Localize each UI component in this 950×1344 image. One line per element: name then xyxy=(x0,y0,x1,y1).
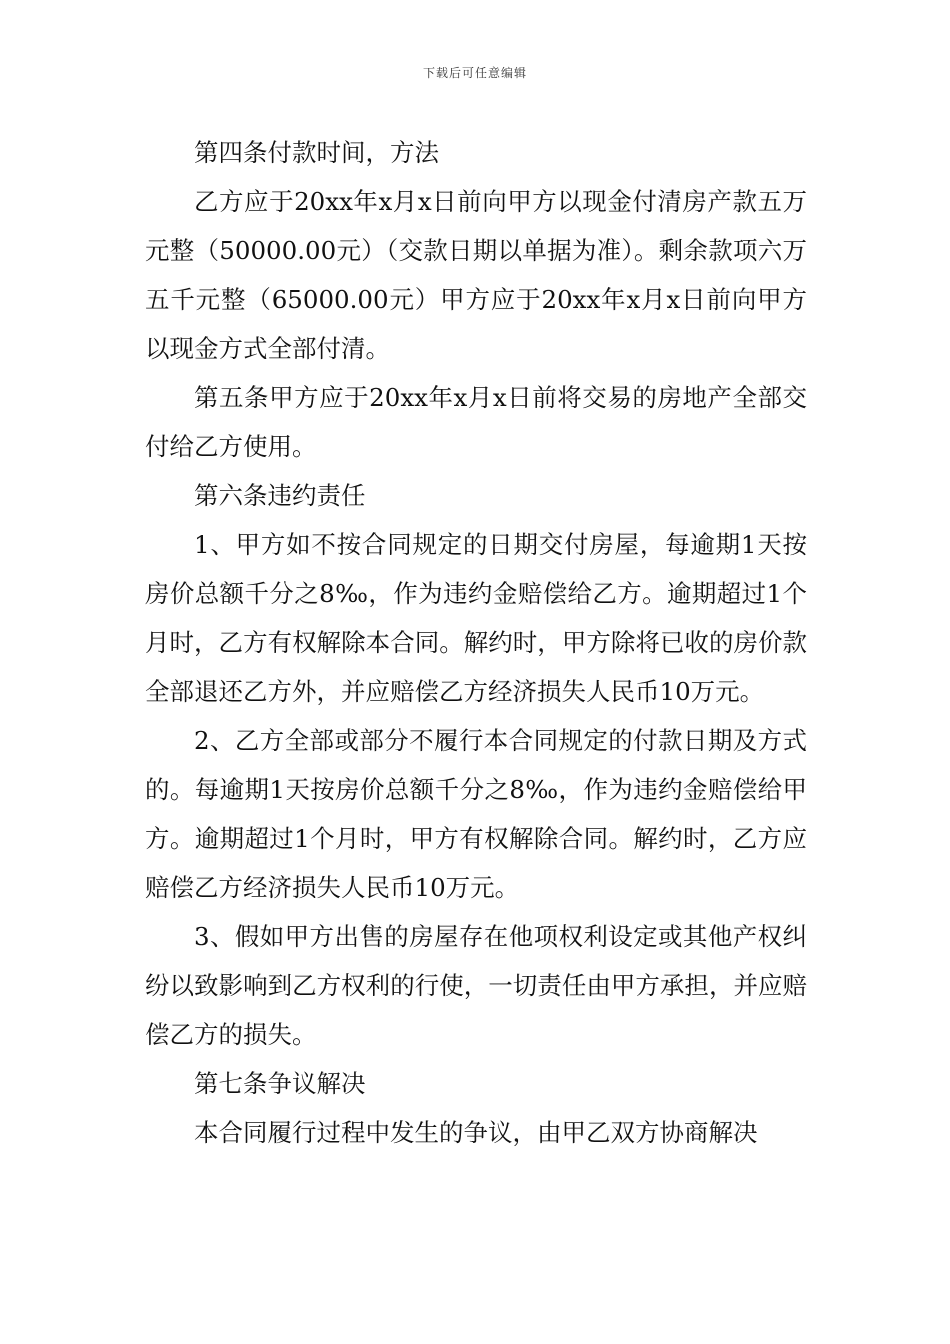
document-body xyxy=(145,128,807,1157)
clause-4-payment-text: 乙方应于20xx年x月x日前向甲方以现金付清房产款五万元整（50000.00元）（交款日期以单据为准）。剩余款项六万五千元整（65000.00元）甲方应于20xx年x月x日前向甲方以现金方式全部付清。 xyxy=(145,187,807,363)
page-header: 下载后可任意编辑 xyxy=(422,66,527,80)
clause-6-item-2: 2、乙方全部或部分不履行本合同规定的付款日期及方式的。每逾期1天按房价总额千分之8‰，作为违约金赔偿给甲方。逾期超过1个月时，甲方有权解除合同。解约时，乙方应赔偿乙方经济损失人民币10万元。 xyxy=(145,726,807,902)
clause-6-title: 第六条违约责任 xyxy=(194,481,366,510)
clause-5-delivery-text: 第五条甲方应于20xx年x月x日前将交易的房地产全部交付给乙方使用。 xyxy=(145,383,807,461)
clause-6-item-1: 1、甲方如不按合同规定的日期交付房屋，每逾期1天按房价总额千分之8‰，作为违约金赔偿给乙方。逾期超过1个月时，乙方有权解除本合同。解约时，甲方除将已收的房价款全部退还乙方外，并应赔偿乙方经济损失人民币10万元。 xyxy=(145,530,807,706)
clause-4-title: 第四条付款时间，方法 xyxy=(194,138,439,167)
clause-7-text: 本合同履行过程中发生的争议，由甲乙双方协商解决 xyxy=(194,1118,758,1147)
clause-7-title: 第七条争议解决 xyxy=(194,1069,366,1098)
clause-6-item-3: 3、假如甲方出售的房屋存在他项权利设定或其他产权纠纷以致影响到乙方权利的行使，一切责任由甲方承担，并应赔偿乙方的损失。 xyxy=(145,922,807,1049)
